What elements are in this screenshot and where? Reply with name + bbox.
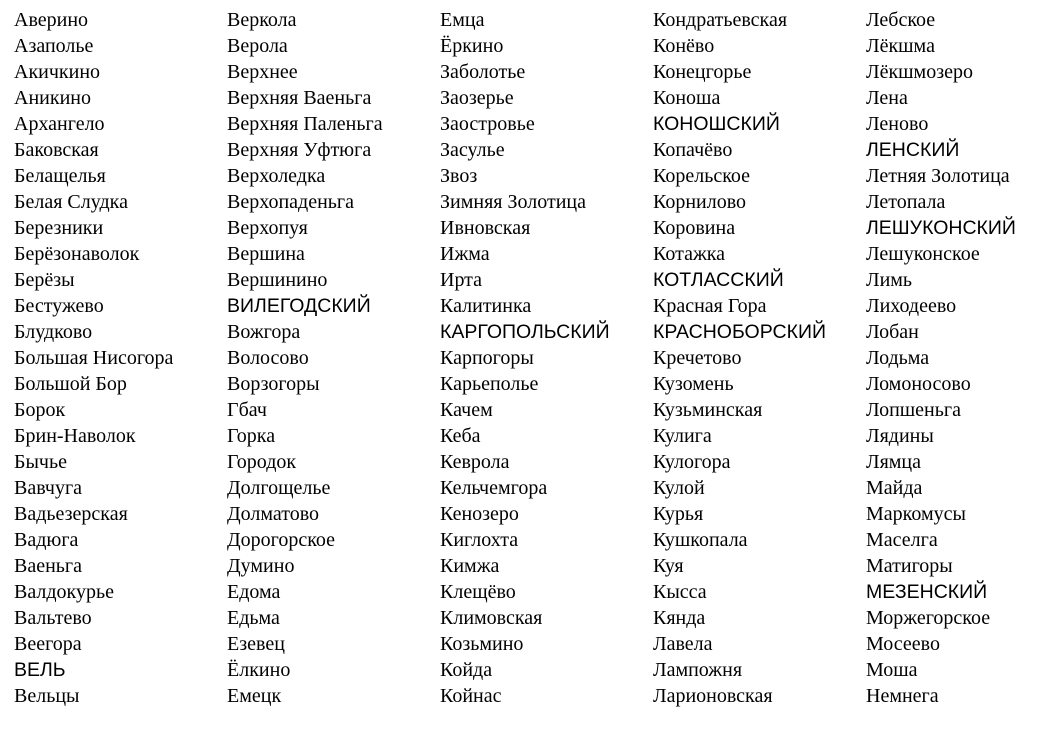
place-name: Дорогорское	[227, 529, 336, 551]
place-name: Лиходеево	[866, 295, 957, 317]
place-name: Думино	[227, 555, 295, 577]
place-name: ЛЕШУКОНСКИЙ	[866, 217, 1016, 239]
place-name: КАРГОПОЛЬСКИЙ	[440, 321, 610, 343]
place-name: Вожгора	[227, 321, 301, 343]
place-name: Баковская	[14, 139, 99, 161]
place-name: Карьеполье	[440, 373, 539, 395]
place-name: Емца	[440, 9, 485, 31]
place-name: Качем	[440, 399, 493, 421]
place-name: Климовская	[440, 607, 543, 629]
place-name: ВИЛЕГОДСКИЙ	[227, 295, 371, 317]
place-name: Вадьезерская	[14, 503, 128, 525]
place-name: Березники	[14, 217, 104, 239]
place-name: Ларионовская	[653, 685, 773, 707]
place-name: Майда	[866, 477, 923, 499]
place-name: Верхнее	[227, 61, 298, 83]
place-name: Ижма	[440, 243, 490, 265]
place-name: Лавела	[653, 633, 713, 655]
place-name: Городок	[227, 451, 297, 473]
place-name: Большая Нисогора	[14, 347, 174, 369]
place-column-2	[227, 7, 432, 709]
place-name: Конецгорье	[653, 61, 752, 83]
place-name: ВЕЛЬ	[14, 659, 66, 681]
place-name: Моржегорское	[866, 607, 991, 629]
place-name: Верхопуя	[227, 217, 308, 239]
place-name: Бестужево	[14, 295, 104, 317]
place-name: Летопала	[866, 191, 946, 213]
place-name: Киглохта	[440, 529, 519, 551]
place-name: Карпогоры	[440, 347, 534, 369]
place-name: Заболотье	[440, 61, 526, 83]
place-name: Лобан	[866, 321, 919, 343]
place-name: Кушкопала	[653, 529, 748, 551]
place-name: Вершинино	[227, 269, 328, 291]
place-name: Кенозеро	[440, 503, 519, 525]
place-name: Котажка	[653, 243, 726, 265]
place-name: Звоз	[440, 165, 478, 187]
place-name: Курья	[653, 503, 704, 525]
place-column-5	[866, 7, 1056, 709]
place-name: Кулига	[653, 425, 712, 447]
place-name: Долгощелье	[227, 477, 331, 499]
place-name: Кузомень	[653, 373, 734, 395]
place-name: Верхняя Ваеньга	[227, 87, 372, 109]
place-name: Веркола	[227, 9, 297, 31]
place-name: Берёзонаволок	[14, 243, 140, 265]
place-name: Лебское	[866, 9, 936, 31]
place-name: Аверино	[14, 9, 89, 31]
place-name: Зимняя Золотица	[440, 191, 586, 213]
place-name: Кельчемгора	[440, 477, 548, 499]
place-name: Лампожня	[653, 659, 743, 681]
place-name: Долматово	[227, 503, 320, 525]
place-name: Лимь	[866, 269, 913, 291]
place-name: Ваеньга	[14, 555, 82, 577]
place-name: Заозерье	[440, 87, 514, 109]
place-name: Едома	[227, 581, 281, 603]
place-name: Матигоры	[866, 555, 953, 577]
place-name: Заостровье	[440, 113, 535, 135]
place-name: Аникино	[14, 87, 91, 109]
place-name: Кулой	[653, 477, 705, 499]
place-name: Кянда	[653, 607, 706, 629]
place-column-1	[14, 7, 219, 709]
place-name: Калитинка	[440, 295, 532, 317]
place-name: Корнилово	[653, 191, 747, 213]
place-name: Кречетово	[653, 347, 742, 369]
place-name: Верхняя Паленьга	[227, 113, 383, 135]
place-name: Лешуконское	[866, 243, 980, 265]
place-name: Кеба	[440, 425, 481, 447]
place-name: Езевец	[227, 633, 285, 655]
place-name: Кулогора	[653, 451, 731, 473]
place-column-3	[440, 7, 645, 709]
place-name: Архангело	[14, 113, 105, 135]
place-name: Вельцы	[14, 685, 80, 707]
place-name: МЕЗЕНСКИЙ	[866, 581, 988, 603]
place-name: Кимжа	[440, 555, 500, 577]
place-name: Большой Бор	[14, 373, 127, 395]
place-name: Акичкино	[14, 61, 101, 83]
place-name: Вершина	[227, 243, 305, 265]
place-name: Леново	[866, 113, 929, 135]
place-name: Берёзы	[14, 269, 75, 291]
place-name: Коровина	[653, 217, 736, 239]
place-name: Козьмино	[440, 633, 524, 655]
place-name: Красная Гора	[653, 295, 767, 317]
place-name: Ворзогоры	[227, 373, 320, 395]
place-name: Блудково	[14, 321, 93, 343]
place-name: Верхоледка	[227, 165, 326, 187]
place-name: Волосово	[227, 347, 309, 369]
place-name: Брин-Наволок	[14, 425, 136, 447]
place-name: Лядины	[866, 425, 934, 447]
place-name: Валдокурье	[14, 581, 114, 603]
place-name: Вадюга	[14, 529, 79, 551]
place-name: Клещёво	[440, 581, 516, 603]
place-name: Койнас	[440, 685, 502, 707]
place-name: Азаполье	[14, 35, 94, 57]
place-name: Мосеево	[866, 633, 940, 655]
place-name: Лямца	[866, 451, 921, 473]
place-name: Лёкшма	[866, 35, 935, 57]
place-name: Белая Слудка	[14, 191, 128, 213]
place-name: Кузьминская	[653, 399, 763, 421]
place-name: Засулье	[440, 139, 505, 161]
place-name: Маркомусы	[866, 503, 966, 525]
place-name: Лёкшмозеро	[866, 61, 973, 83]
place-name: Веегора	[14, 633, 82, 655]
place-name: Маселга	[866, 529, 938, 551]
place-name: Гбач	[227, 399, 267, 421]
place-name: Кысса	[653, 581, 707, 603]
place-name: Верхняя Уфтюга	[227, 139, 372, 161]
place-name: Вальтево	[14, 607, 92, 629]
place-name: Моша	[866, 659, 918, 681]
place-name: Ивновская	[440, 217, 531, 239]
place-name: Лена	[866, 87, 908, 109]
place-name: Борок	[14, 399, 66, 421]
place-name: Верхопаденьга	[227, 191, 354, 213]
place-name: Ломоносово	[866, 373, 971, 395]
place-name: Едьма	[227, 607, 280, 629]
place-name: Конёво	[653, 35, 715, 57]
place-name: Куя	[653, 555, 684, 577]
place-name: Бычье	[14, 451, 67, 473]
place-name: Летняя Золотица	[866, 165, 1010, 187]
place-name: Лопшеньга	[866, 399, 961, 421]
place-name: Белащелья	[14, 165, 106, 187]
place-name: Коноша	[653, 87, 721, 109]
place-name: Ирта	[440, 269, 483, 291]
place-name: Немнега	[866, 685, 939, 707]
place-name: КОТЛАССКИЙ	[653, 269, 784, 291]
place-name: Койда	[440, 659, 493, 681]
place-name: Верола	[227, 35, 288, 57]
place-name: Лодьма	[866, 347, 930, 369]
place-name: Корельское	[653, 165, 751, 187]
place-name: Горка	[227, 425, 276, 447]
place-name: Копачёво	[653, 139, 733, 161]
place-name: ЛЕНСКИЙ	[866, 139, 960, 161]
place-name: Кеврола	[440, 451, 510, 473]
place-name: Вавчуга	[14, 477, 83, 499]
place-name: Ёркино	[440, 35, 504, 57]
place-name: КОНОШСКИЙ	[653, 113, 780, 135]
place-name: Кондратьевская	[653, 9, 788, 31]
place-name: Ёлкино	[227, 659, 291, 681]
place-name: КРАСНОБОРСКИЙ	[653, 321, 826, 343]
place-column-4	[653, 7, 858, 709]
place-name: Емецк	[227, 685, 282, 707]
